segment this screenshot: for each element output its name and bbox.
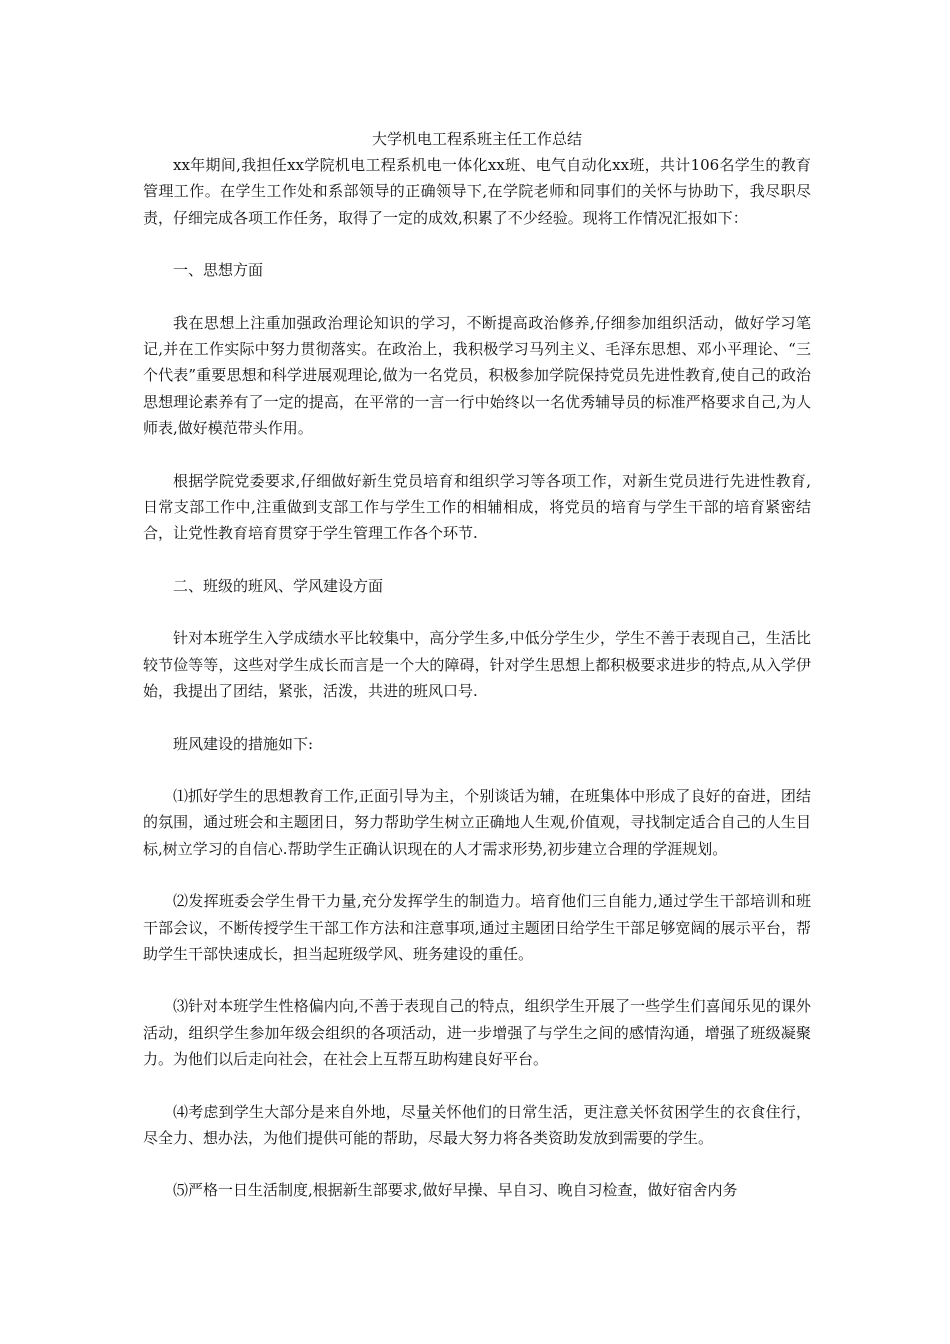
section-heading-thought: 一、思想方面 (173, 261, 264, 280)
list-item-measure-5: ⑸严格一日生活制度,根据新生部要求,做好早操、早自习、晚自习检查，做好宿舍内务 (173, 1181, 738, 1200)
paragraph-party-education: 根据学院党委要求,仔细做好新生党员培育和组织学习等各项工作，对新生党员进行先进性教育,日常支部工作中,注重做到支部工作与学生工作的相辅相成，将党员的培育与学生干部的培育紧密结合，让党性教育培育贯穿于学生管理工作各个环节. (143, 471, 811, 543)
paragraph-class-analysis: 针对本班学生入学成绩水平比较集中，高分学生多,中低分学生少，学生不善于表现自己，生活比较节俭等等，这些对学生成长而言是一个大的障碍，针对学生思想上都积极要求进步的特点,从入学伊始，我提出了团结，紧张，活泼，共进的班风口号. (143, 629, 811, 701)
list-item-measure-4: ⑷考虑到学生大部分是来自外地，尽量关怀他们的日常生活，更注意关怀贫困学生的衣食住行，尽全力、想办法，为他们提供可能的帮助，尽最大努力将各类资助发放到需要的学生。 (143, 1102, 811, 1147)
paragraph-measures-heading: 班风建设的措施如下: (173, 734, 314, 753)
list-item-measure-3: ⑶针对本班学生性格偏内向,不善于表现自己的特点，组织学生开展了一些学生们喜闻乐见的课外活动，组织学生参加年级会组织的各项活动，进一步增强了与学生之间的感情沟通，增强了班级凝聚力。为他们以后走向社会，在社会上互帮互助构建良好平台。 (143, 997, 811, 1069)
paragraph-thought-politics: 我在思想上注重加强政治理论知识的学习，不断提高政治修养,仔细参加组织活动，做好学习笔记,并在工作实际中努力贯彻落实。在政治上，我积极学习马列主义、毛泽东思想、邓小平理论、“三个代表”重要思想和科学进展观理论,做为一名党员，积极参加学院保持党员先进性教育,使自己的政治思想理论素养有了一定的提高，在平常的一言一行中始终以一名优秀辅导员的标准严格要求自己,为人师表,做好模范带头作用。 (143, 313, 811, 438)
document-page (143, 126, 811, 1204)
document-title: 大学机电工程系班主任工作总结 (371, 130, 582, 148)
section-heading-class-style: 二、班级的班风、学风建设方面 (173, 576, 384, 595)
list-item-measure-1: ⑴抓好学生的思想教育工作,正面引导为主，个别谈话为辅，在班集体中形成了良好的奋进，团结的氛围，通过班会和主题团日，努力帮助学生树立正确地人生观,价值观，寻找制定适合自己的人生目标,树立学习的自信心.帮助学生正确认识现在的人才需求形势,初步建立合理的学涯规划。 (143, 786, 811, 858)
list-item-measure-2: ⑵发挥班委会学生骨干力量,充分发挥学生的制造力。培育他们三自能力,通过学生干部培训和班干部会议，不断传授学生干部工作方法和注意事项,通过主题团日给学生干部足够宽阔的展示平台，帮助学生干部快速成长，担当起班级学风、班务建设的重任。 (143, 892, 811, 963)
paragraph-intro: xx年期间,我担任xx学院机电工程系机电一体化xx班、电气自动化xx班，共计106名学生的教育管理工作。在学生工作处和系部领导的正确领导下,在学院老师和同事们的关怀与协助下，我尽职尽责，仔细完成各项工作任务，取得了一定的成效,积累了不少经验。现将工作情况汇报如下： (143, 156, 811, 227)
